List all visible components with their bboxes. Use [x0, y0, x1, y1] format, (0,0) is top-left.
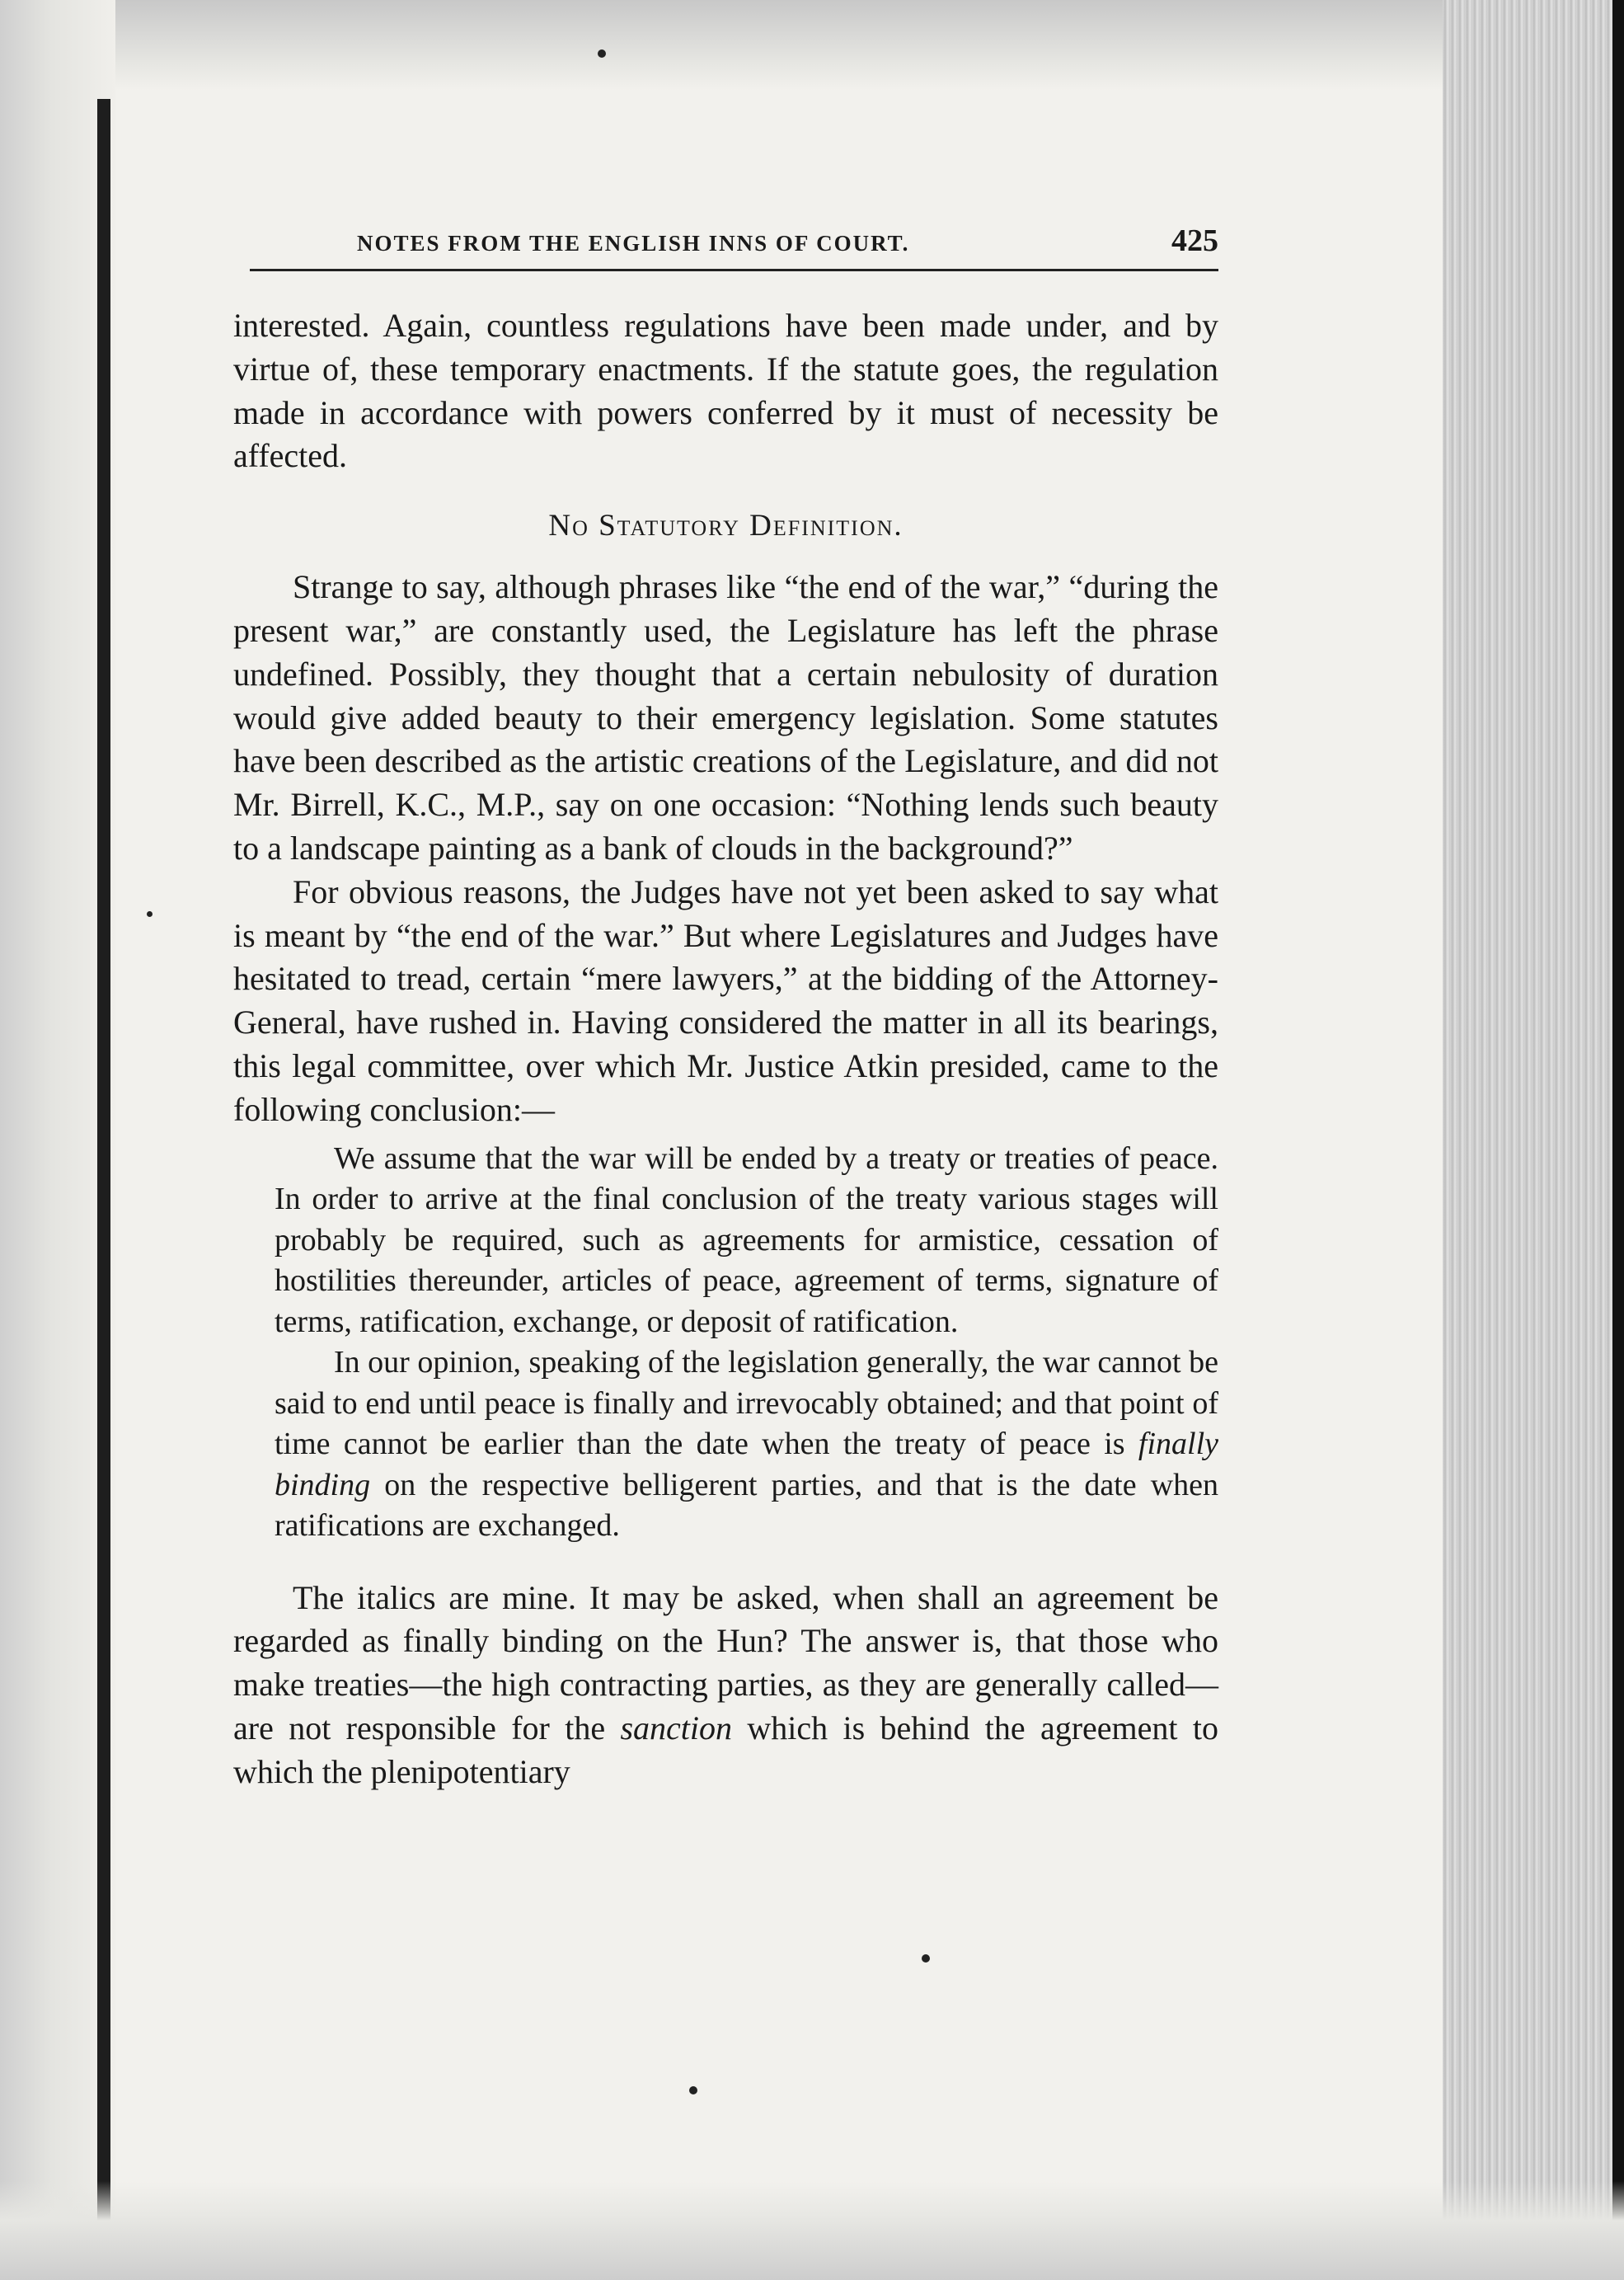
page-number: 425: [1171, 223, 1218, 258]
running-head: [233, 223, 1218, 266]
quote-text: In our opinion, speaking of the legislation generally, the war cannot be said to end until peace is finally and irrevocably obtained; and that point of time cannot be earlier than the date when the treaty of peace is: [275, 1345, 1218, 1462]
section-heading: No Statutory Definition.: [548, 509, 904, 543]
paragraph-text: The italics are mine. It may be asked, when shall an agreement be regarded as finally binding on the Hun? The answer is, that those who make treaties—the high contracting parties, as they are generally called—are not responsible for the: [233, 1578, 1218, 1746]
binding-edge: [97, 99, 110, 2280]
book-page: [233, 223, 1218, 1794]
scan-right-margin: [1443, 0, 1624, 2280]
paragraph: [233, 1577, 1218, 1794]
paragraph-text: which is behind the agreement to which the plenipotentiary: [233, 1709, 1219, 1790]
italic-phrase: finally binding: [275, 1427, 1218, 1502]
scan-top-shadow: [0, 0, 1624, 91]
body-text: [233, 304, 1218, 1794]
quote-text: on the respective belligerent parties, and that is the date when ratifications are exchanged.: [275, 1467, 1218, 1544]
block-quote: [275, 1139, 1218, 1547]
paragraph: Strange to say, although phrases like “the end of the war,” “during the present war,” are constantly used, the Legislature has left the phrase undefined. Possibly, they thought that a certain nebulosity of duration would give added beauty to their emergency legislation. Some statutes have been described as the artistic creations of the Legislature, and did not Mr. Birrell, K.C., M.P., say on one occasion: “Nothing lends such beauty to a landscape painting as a bank of clouds in the background?”: [233, 568, 1218, 867]
scan-speck: [598, 49, 606, 58]
scan-speck: [689, 2086, 697, 2094]
paragraph: For obvious reasons, the Judges have not yet been asked to say what is meant by “the end of the war.” But where Legislatures and Judges have hesitated to tread, certain “mere lawyers,” at the bidding of the Attorney-General, have rushed in. Having considered the matter in all its bearings, this legal committee, over which Mr. Justice Atkin presided, came to the following conclusion:—: [233, 872, 1218, 1128]
quote-paragraph: We assume that the war will be ended by a treaty or treaties of peace. In order to arrive at the final conclusion of the treaty various stages will probably be required, such as agreements for armistice, cessation of hostilities thereunder, articles of peace, agreement of terms, signature of terms, ratification, exchange, or deposit of ratification.: [275, 1140, 1218, 1339]
paragraph: interested. Again, countless regulations have been made under, and by virtue of, these temporary enactments. If the statute goes, the regulation made in accordance with powers conferred by it must of necessity be affected.: [233, 307, 1218, 475]
quote-paragraph: [275, 1342, 1218, 1547]
scan-speck: [922, 1954, 930, 1963]
running-title: NOTES FROM THE ENGLISH INNS OF COURT.: [357, 231, 910, 256]
scan-bottom-shadow: [0, 2181, 1624, 2280]
italic-word: sanction: [620, 1709, 732, 1746]
scan-speck: [147, 911, 153, 917]
header-rule: [250, 269, 1218, 271]
scan-right-edge: [1612, 0, 1624, 2280]
